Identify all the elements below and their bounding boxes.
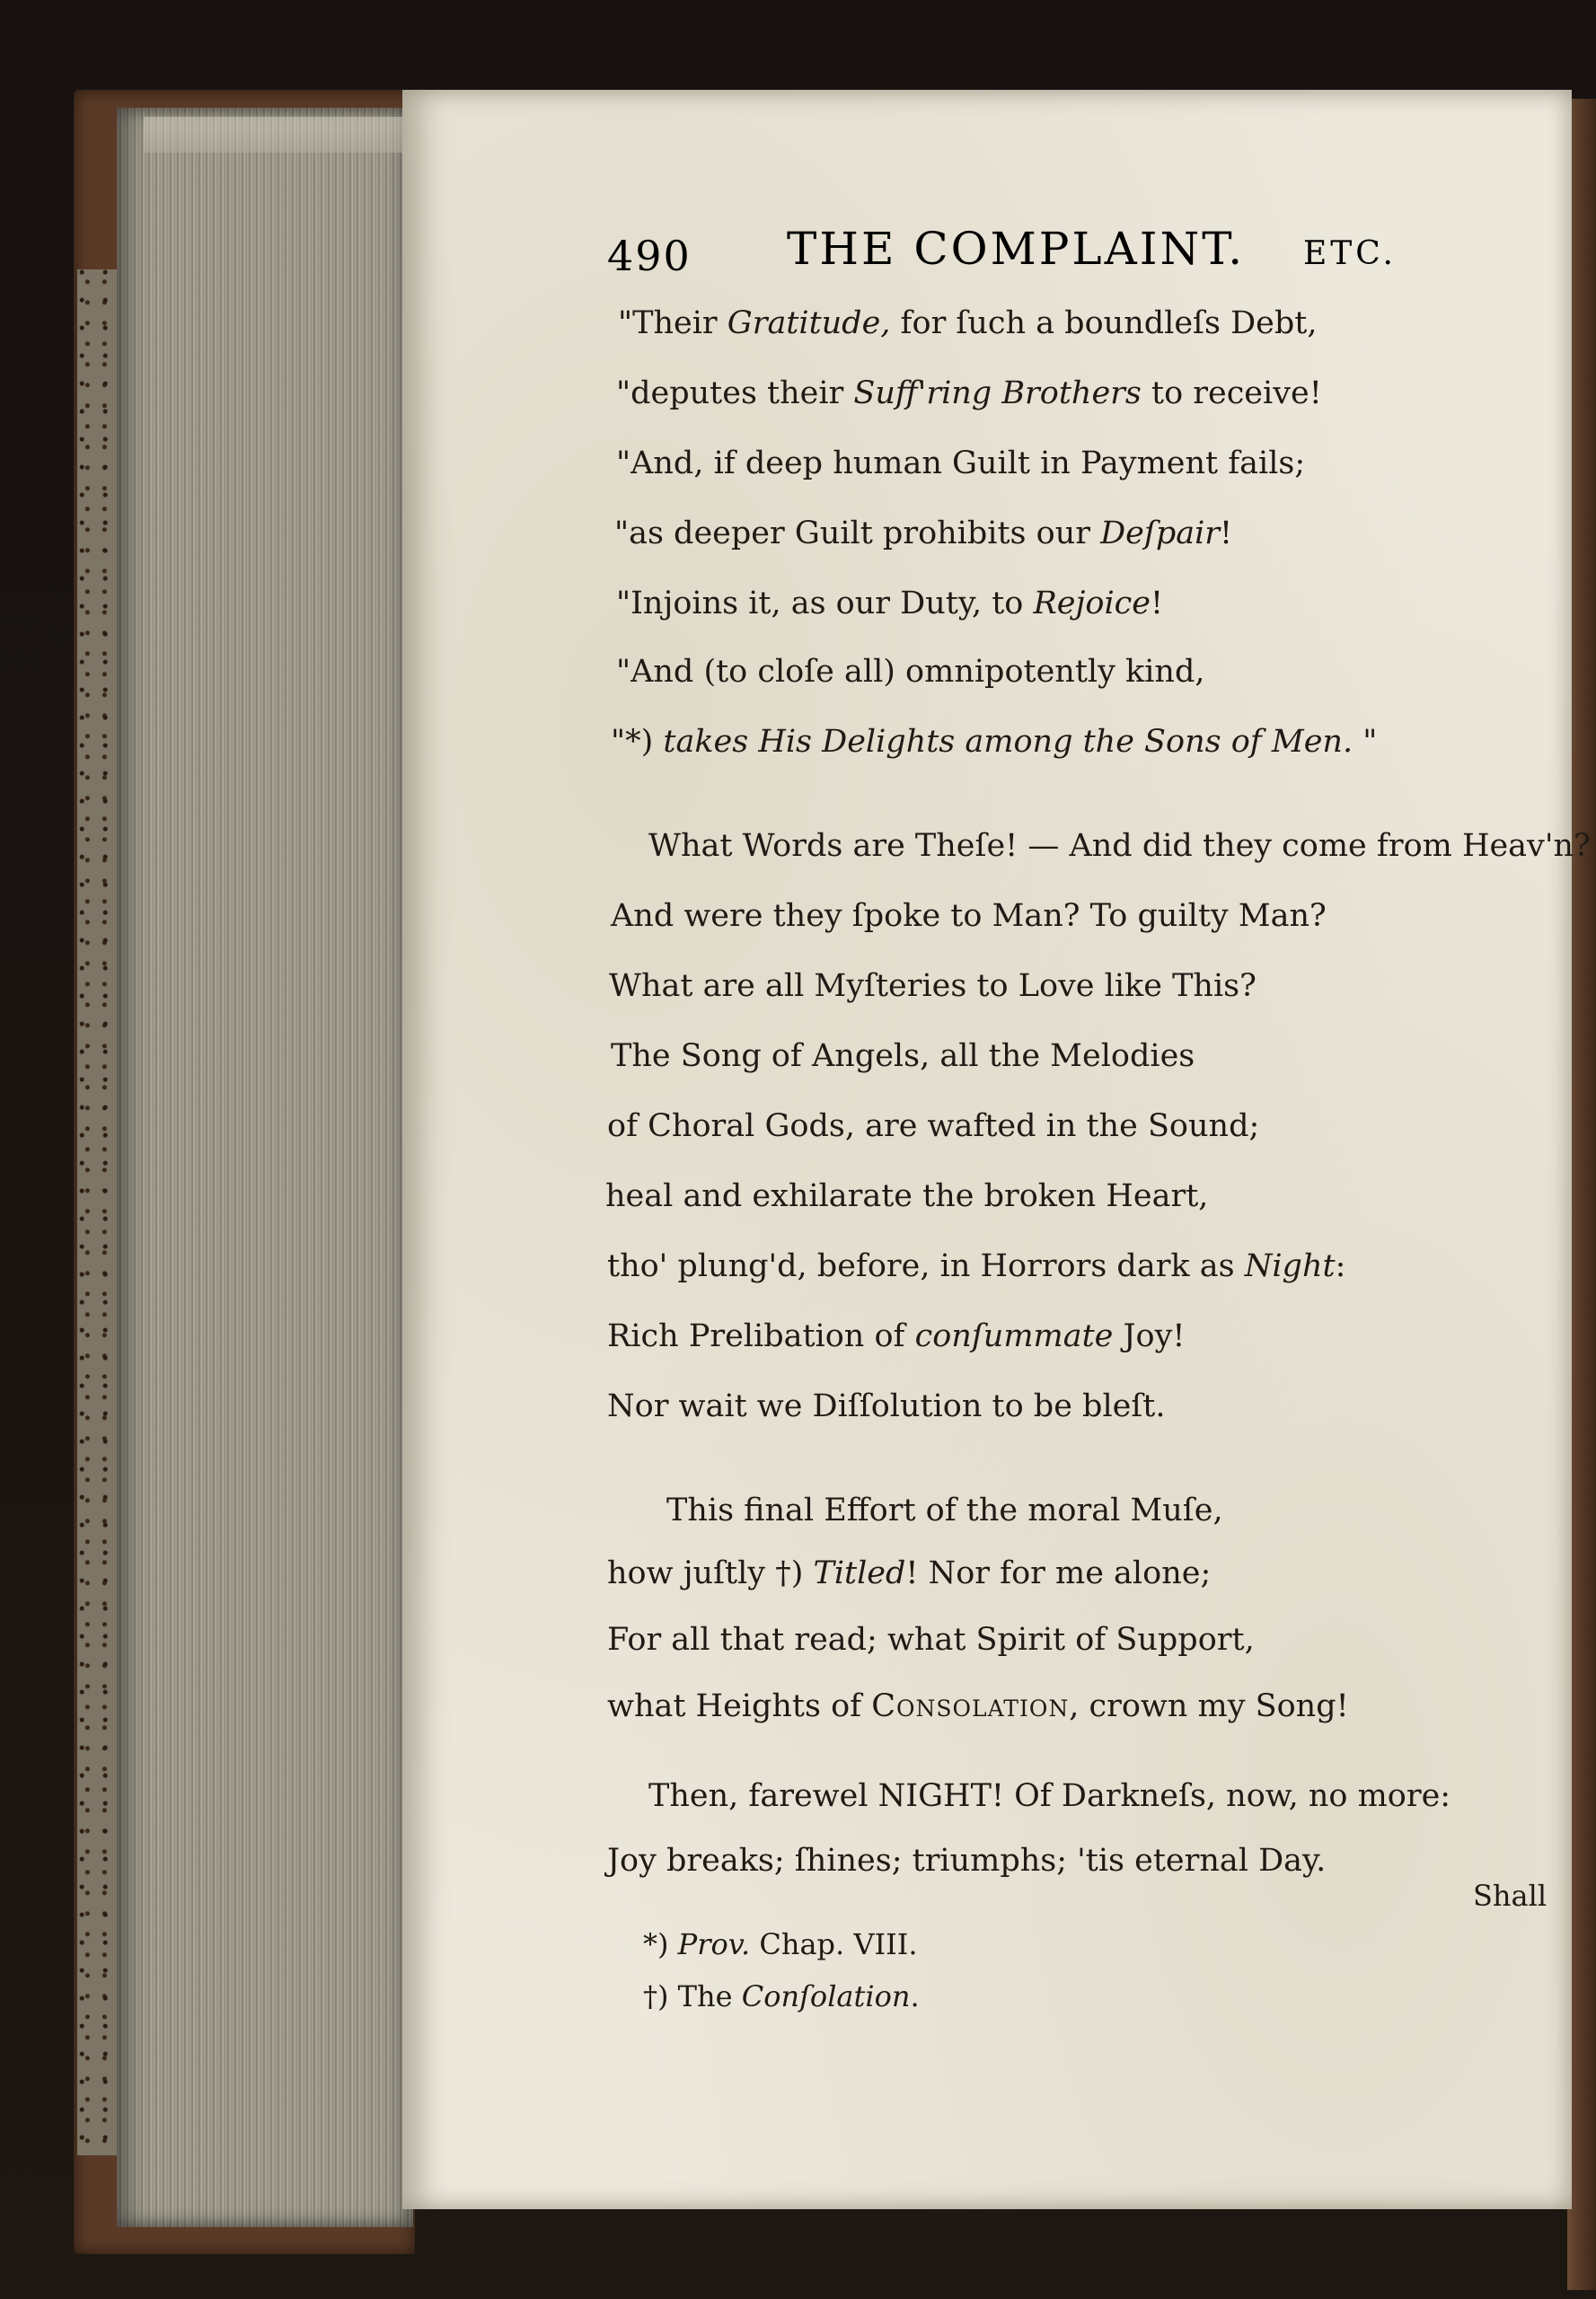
page-number: 490	[607, 232, 692, 280]
verse-line: of Choral Gods, are wafted in the Sound;	[607, 1108, 1260, 1144]
verse-line: Then, farewel NIGHT! Of Darkneſs, now, no more:	[648, 1778, 1451, 1814]
verse-line: how juſtly †) Titled! Nor for me alone;	[607, 1555, 1212, 1591]
verse-line: "*) takes His Delights among the Sons of Men. "	[611, 724, 1378, 760]
verse-line: tho' plung'd, before, in Horrors dark as Night:	[607, 1248, 1346, 1284]
verse-line: "And (to cloſe all) omnipotently kind,	[616, 654, 1205, 690]
verse-line: What Words are Theſe! — And did they come from Heav'n?	[648, 828, 1591, 864]
verse-line: What are all Myſteries to Love like This?	[609, 968, 1257, 1004]
speckled-cover-edge	[77, 269, 122, 2155]
verse-line: For all that read; what Spirit of Support,	[607, 1622, 1255, 1658]
verse-line: The Song of Angels, all the Melodies	[611, 1038, 1195, 1074]
verse-line: Rich Prelibation of conſummate Joy!	[607, 1318, 1186, 1354]
verse-line: "as deeper Guilt prohibits our Deſpair!	[614, 515, 1233, 551]
verse-line: "And, if deep human Guilt in Payment fails;	[616, 445, 1306, 481]
running-title: THE COMPLAINT.	[787, 223, 1246, 275]
verse-line: what Heights of Consolation, crown my Song!	[607, 1688, 1349, 1724]
verse-line: And were they ſpoke to Man? To guilty Man?	[611, 898, 1327, 934]
verse-line: "Their Gratitude, for ſuch a boundleſs Debt,	[618, 305, 1318, 341]
verse-line: heal and exhilarate the broken Heart,	[605, 1178, 1209, 1214]
footnote: *) Prov. Chap. VIII.	[643, 1927, 918, 1961]
page-block-edges	[117, 108, 413, 2227]
running-header	[607, 216, 1415, 278]
verse-line: Nor wait we Diſſolution to be bleſt.	[607, 1388, 1166, 1424]
verse-line: This final Effort of the moral Muſe,	[666, 1493, 1223, 1528]
verse-line: Joy breaks; ſhines; triumphs; 'tis eternal Day.	[607, 1843, 1327, 1879]
page-block-highlight	[144, 117, 404, 153]
verse-line: "Injoins it, as our Duty, to Rejoice!	[616, 586, 1164, 621]
catchword: Shall	[1473, 1879, 1548, 1913]
running-title-etc: ETC.	[1303, 235, 1397, 272]
footnote: †) The Conſolation.	[643, 1979, 920, 2013]
verse-line: "deputes their Suff'ring Brothers to receive!	[616, 375, 1322, 411]
